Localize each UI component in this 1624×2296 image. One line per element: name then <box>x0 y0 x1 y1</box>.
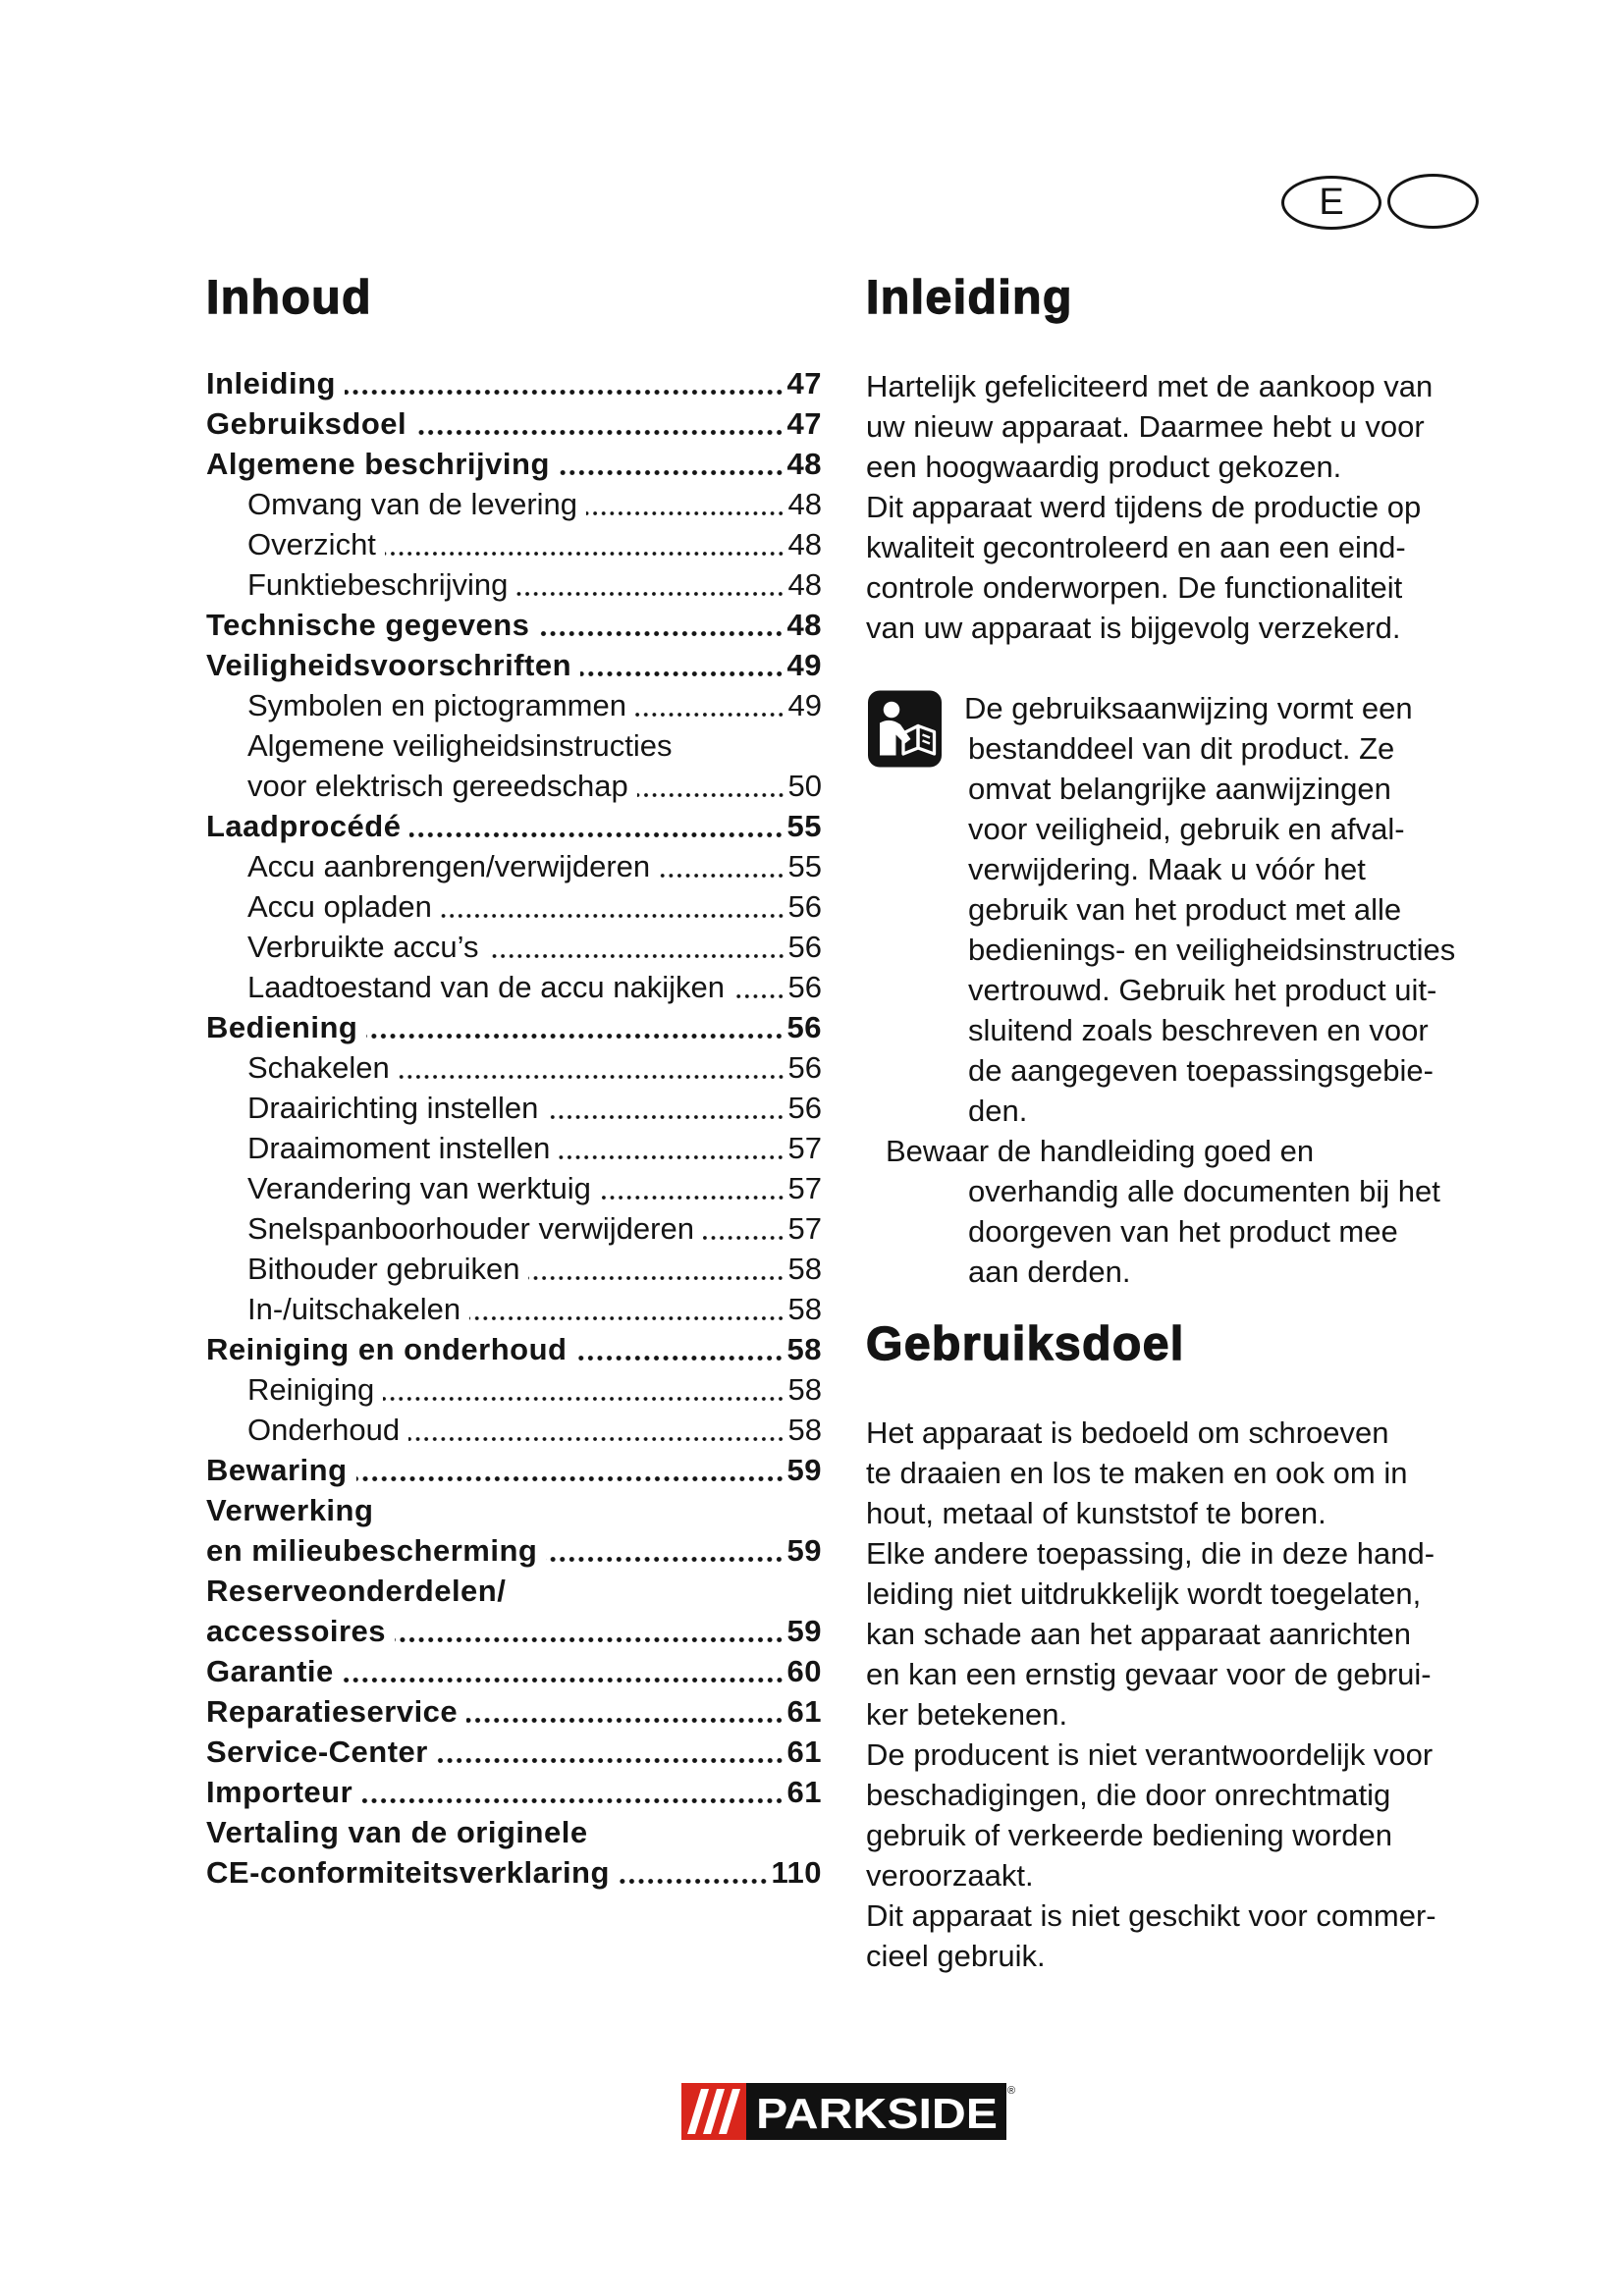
toc-leader-dots <box>619 1852 769 1893</box>
toc-entry-page: 48 <box>786 608 822 642</box>
toc-entry-title: Reiniging en onderhoud <box>206 1332 568 1366</box>
toc-leader-dots <box>469 1289 785 1329</box>
toc-subentry <box>206 927 822 967</box>
toc-entry-page: 58 <box>787 1413 822 1447</box>
toc-entry <box>206 1772 822 1812</box>
toc-leader-dots <box>385 524 785 564</box>
text-line: kwaliteit gecontroleerd en aan een eind- <box>866 530 1406 564</box>
toc-subentry <box>206 685 822 725</box>
toc-entry-page: 61 <box>786 1735 822 1769</box>
toc-entry-page: 59 <box>786 1614 822 1648</box>
text-line: van uw apparaat is bijgevolg verzekerd. <box>866 611 1401 645</box>
toc-entry <box>206 645 822 685</box>
intro-title: Inleiding <box>866 272 1073 324</box>
toc-entry-page: 56 <box>787 889 822 924</box>
text-line: den. <box>968 1094 1028 1128</box>
toc-entry <box>206 605 822 645</box>
toc-leader-dots <box>356 1450 785 1490</box>
toc-subentry <box>206 1208 822 1249</box>
toc-entry-title: Inleiding <box>206 366 336 400</box>
toc-entry-page: 59 <box>786 1453 822 1487</box>
toc-entry-title: Gebruiksdoel <box>206 406 407 441</box>
toc-entry-page: 57 <box>787 1211 822 1246</box>
toc-subentry <box>206 1047 822 1088</box>
toc-entry-page: 47 <box>786 406 822 441</box>
text-line: overhandig alle documenten bij het <box>968 1174 1440 1208</box>
toc-entry <box>206 1732 822 1772</box>
toc-entry-title: Symbolen en pictogrammen <box>247 688 626 722</box>
toc-leader-dots <box>488 927 785 967</box>
text-line: Dit apparaat werd tijdens de productie op <box>866 490 1422 524</box>
toc-entry-title: Veiligheidsvoorschriften <box>206 648 572 682</box>
language-badge-empty <box>1387 174 1479 229</box>
toc-entry-page: 49 <box>786 648 822 682</box>
toc-leader-dots <box>361 1772 784 1812</box>
toc-entry <box>206 1651 822 1691</box>
toc-entry-title: Snelspanboorhouder verwijderen <box>247 1211 694 1246</box>
text-line: doorgeven van het product mee <box>968 1214 1398 1249</box>
text-line: beschadigingen, die door onrechtmatig <box>866 1778 1391 1812</box>
toc-entry-title: Verandering van werktuig <box>247 1171 591 1205</box>
toc-leader-dots <box>586 484 785 524</box>
text-line: leiding niet uitdrukkelijk wordt toegelaten, <box>866 1576 1422 1611</box>
toc-subentry <box>206 1410 822 1450</box>
toc-entry-page: 50 <box>787 769 822 803</box>
text-line: verwijdering. Maak u vóór het <box>968 852 1366 886</box>
table-of-contents <box>206 363 822 1893</box>
toc-entry-title: Service-Center <box>206 1735 428 1769</box>
toc-entry-page: 56 <box>787 1091 822 1125</box>
toc-entry <box>206 1691 822 1732</box>
toc-leader-dots <box>441 886 785 927</box>
toc-entry <box>206 403 822 444</box>
toc-subentry <box>206 1249 822 1289</box>
toc-subentry <box>206 524 822 564</box>
toc-entry-page: 48 <box>786 447 822 481</box>
parkside-logo <box>681 2081 1015 2142</box>
toc-entry-title: en milieubescherming <box>206 1533 538 1568</box>
text-line: te draaien en los te maken en ook om in <box>866 1456 1408 1490</box>
toc-leader-dots <box>559 444 785 484</box>
toc-subentry <box>206 1128 822 1168</box>
toc-leader-dots <box>383 1369 785 1410</box>
toc-entry <box>206 1329 822 1369</box>
toc-leader-dots <box>437 1732 785 1772</box>
toc-entry-title: Omvang van de levering <box>247 487 578 521</box>
toc-entry-page: 56 <box>786 1010 822 1044</box>
toc-entry <box>206 1007 822 1047</box>
toc-entry-title: Funktiebeschrijving <box>247 567 509 602</box>
toc-leader-dots <box>538 605 784 645</box>
text-line: Bewaar de handleiding goed en <box>886 1134 1315 1168</box>
toc-entry-page: 58 <box>787 1372 822 1407</box>
language-badge: E <box>1281 176 1381 230</box>
toc-leader-dots <box>415 403 784 444</box>
toc-entry-page: 60 <box>786 1654 822 1688</box>
toc-entry-page: 48 <box>787 527 822 561</box>
toc-leader-dots <box>343 1651 785 1691</box>
toc-subentry <box>206 564 822 605</box>
text-line: ker betekenen. <box>866 1697 1068 1732</box>
toc-leader-dots <box>409 806 784 846</box>
safety-notice <box>866 688 1476 1292</box>
toc-subentry <box>206 1289 822 1329</box>
toc-leader-dots <box>659 846 785 886</box>
toc-entry-title: Verbruikte accu’s <box>247 930 479 964</box>
toc-entry-title: Accu opladen <box>247 889 432 924</box>
toc-leader-dots <box>345 363 785 403</box>
text-line: bedienings- en veiligheidsinstructies <box>968 933 1456 967</box>
toc-entry-page: 55 <box>787 849 822 883</box>
text-line: kan schade aan het apparaat aanrichten <box>866 1617 1411 1651</box>
toc-subentry <box>206 846 822 886</box>
text-line: gebruik of verkeerde bediening worden <box>866 1818 1392 1852</box>
text-line: Hartelijk gefeliciteerd met de aankoop van <box>866 369 1434 403</box>
toc-leader-dots <box>547 1088 785 1128</box>
toc-entry-title: Technische gegevens <box>206 608 530 642</box>
text-line: De gebruiksaanwijzing vormt een <box>964 691 1413 725</box>
toc-entry <box>206 1490 822 1530</box>
toc-subentry <box>206 1088 822 1128</box>
toc-entry <box>206 1571 822 1611</box>
registered-mark: ® <box>1007 2085 1015 2097</box>
toc-entry <box>206 1852 822 1893</box>
toc-leader-dots <box>399 1047 785 1088</box>
toc-leader-dots <box>703 1208 785 1249</box>
toc-entry-page: 58 <box>786 1332 822 1366</box>
text-line: cieel gebruik. <box>866 1939 1046 1973</box>
text-line: Het apparaat is bedoeld om schroeven <box>866 1415 1389 1450</box>
text-line: omvat belangrijke aanwijzingen <box>968 772 1391 806</box>
toc-title: Inhoud <box>206 272 372 324</box>
text-line: veroorzaakt. <box>866 1858 1034 1893</box>
toc-entry-title: Schakelen <box>247 1050 390 1085</box>
text-line: Elke andere toepassing, die in deze hand- <box>866 1536 1435 1571</box>
toc-subentry <box>206 1168 822 1208</box>
toc-entry-page: 61 <box>786 1694 822 1729</box>
text-line: en kan een ernstig gevaar voor de gebrui- <box>866 1657 1432 1691</box>
toc-entry-title: Algemene veiligheidsinstructies <box>247 728 673 763</box>
toc-leader-dots <box>408 1410 785 1450</box>
toc-entry-page: 47 <box>786 366 822 400</box>
toc-entry-title: Laadtoestand van de accu nakijken <box>247 970 726 1004</box>
toc-entry-title: Bewaring <box>206 1453 348 1487</box>
toc-entry-page: 56 <box>787 1050 822 1085</box>
toc-leader-dots <box>559 1128 785 1168</box>
purpose-paragraph <box>866 1413 1476 1976</box>
toc-entry-page: 61 <box>786 1775 822 1809</box>
toc-entry-page: 48 <box>787 487 822 521</box>
toc-entry <box>206 806 822 846</box>
intro-paragraph <box>866 366 1476 648</box>
toc-entry-title: Reserveonderdelen/ <box>206 1574 507 1608</box>
toc-leader-dots <box>395 1611 784 1651</box>
toc-entry-page: 56 <box>787 970 822 1004</box>
text-line: De producent is niet verantwoordelijk voor <box>866 1737 1434 1772</box>
toc-entry <box>206 1530 822 1571</box>
toc-entry-page: 57 <box>787 1131 822 1165</box>
toc-entry-title: Importeur <box>206 1775 353 1809</box>
toc-subentry <box>206 1369 822 1410</box>
toc-entry-title: Reparatieservice <box>206 1694 459 1729</box>
toc-entry-page: 59 <box>786 1533 822 1568</box>
toc-entry-title: accessoires <box>206 1614 387 1648</box>
text-line: sluitend zoals beschreven en voor <box>968 1013 1429 1047</box>
toc-entry-title: Algemene beschrijving <box>206 447 550 481</box>
toc-entry-title: Verwerking <box>206 1493 374 1527</box>
text-line: de aangegeven toepassingsgebie- <box>968 1053 1434 1088</box>
toc-entry-title: CE-conformiteitsverklaring <box>206 1855 610 1890</box>
toc-entry-title: Bithouder gebruiken <box>247 1252 520 1286</box>
toc-entry-title: Onderhoud <box>247 1413 401 1447</box>
toc-subentry <box>206 967 822 1007</box>
text-line: uw nieuw apparaat. Daarmee hebt u voor <box>866 409 1425 444</box>
toc-leader-dots <box>637 766 785 806</box>
toc-leader-dots <box>580 645 784 685</box>
toc-subentry <box>206 725 822 766</box>
toc-leader-dots <box>528 1249 785 1289</box>
text-line: controle onderworpen. De functionaliteit <box>866 570 1403 605</box>
purpose-title: Gebruiksdoel <box>866 1318 1185 1370</box>
toc-entry-page: 48 <box>787 567 822 602</box>
toc-subentry <box>206 484 822 524</box>
toc-entry-title: Accu aanbrengen/verwijderen <box>247 849 651 883</box>
toc-entry-title: Bediening <box>206 1010 358 1044</box>
text-line: een hoogwaardig product gekozen. <box>866 450 1342 484</box>
toc-entry-title: Overzicht <box>247 527 376 561</box>
text-line: aan derden. <box>968 1255 1131 1289</box>
toc-entry <box>206 363 822 403</box>
toc-entry <box>206 1450 822 1490</box>
toc-leader-dots <box>366 1007 784 1047</box>
toc-entry-title: In-/uitschakelen <box>247 1292 461 1326</box>
toc-leader-dots <box>635 685 785 725</box>
toc-entry-page: 55 <box>786 809 822 843</box>
text-line: bestanddeel van dit product. Ze <box>968 731 1395 766</box>
toc-leader-dots <box>516 564 785 605</box>
toc-leader-dots <box>466 1691 784 1732</box>
toc-entry-title: Reiniging <box>247 1372 375 1407</box>
toc-entry-page: 57 <box>787 1171 822 1205</box>
toc-entry-title: Garantie <box>206 1654 334 1688</box>
toc-entry-title: Vertaling van de originele <box>206 1815 588 1849</box>
toc-subentry <box>206 766 822 806</box>
toc-leader-dots <box>546 1530 784 1571</box>
toc-leader-dots <box>733 967 785 1007</box>
toc-entry-page: 49 <box>787 688 822 722</box>
text-line: gebruik van het product met alle <box>968 892 1402 927</box>
text-line: vertrouwd. Gebruik het product uit- <box>968 973 1437 1007</box>
toc-entry <box>206 1812 822 1852</box>
toc-entry-page: 56 <box>787 930 822 964</box>
toc-leader-dots <box>600 1168 785 1208</box>
toc-entry <box>206 1611 822 1651</box>
toc-entry-page: 110 <box>771 1855 822 1890</box>
text-line: voor veiligheid, gebruik en afval- <box>968 812 1405 846</box>
logo-wordmark: PARKSIDE <box>756 2090 998 2138</box>
toc-entry <box>206 444 822 484</box>
text-line: Dit apparaat is niet geschikt voor commer- <box>866 1898 1436 1933</box>
toc-entry-title: Draairichting instellen <box>247 1091 539 1125</box>
toc-entry-title: Draaimoment instellen <box>247 1131 551 1165</box>
toc-entry-title: voor elektrisch gereedschap <box>247 769 628 803</box>
toc-subentry <box>206 886 822 927</box>
toc-entry-page: 58 <box>787 1252 822 1286</box>
text-line: hout, metaal of kunststof te boren. <box>866 1496 1326 1530</box>
toc-entry-title: Laadprocédé <box>206 809 402 843</box>
toc-leader-dots <box>575 1329 784 1369</box>
toc-entry-page: 58 <box>787 1292 822 1326</box>
